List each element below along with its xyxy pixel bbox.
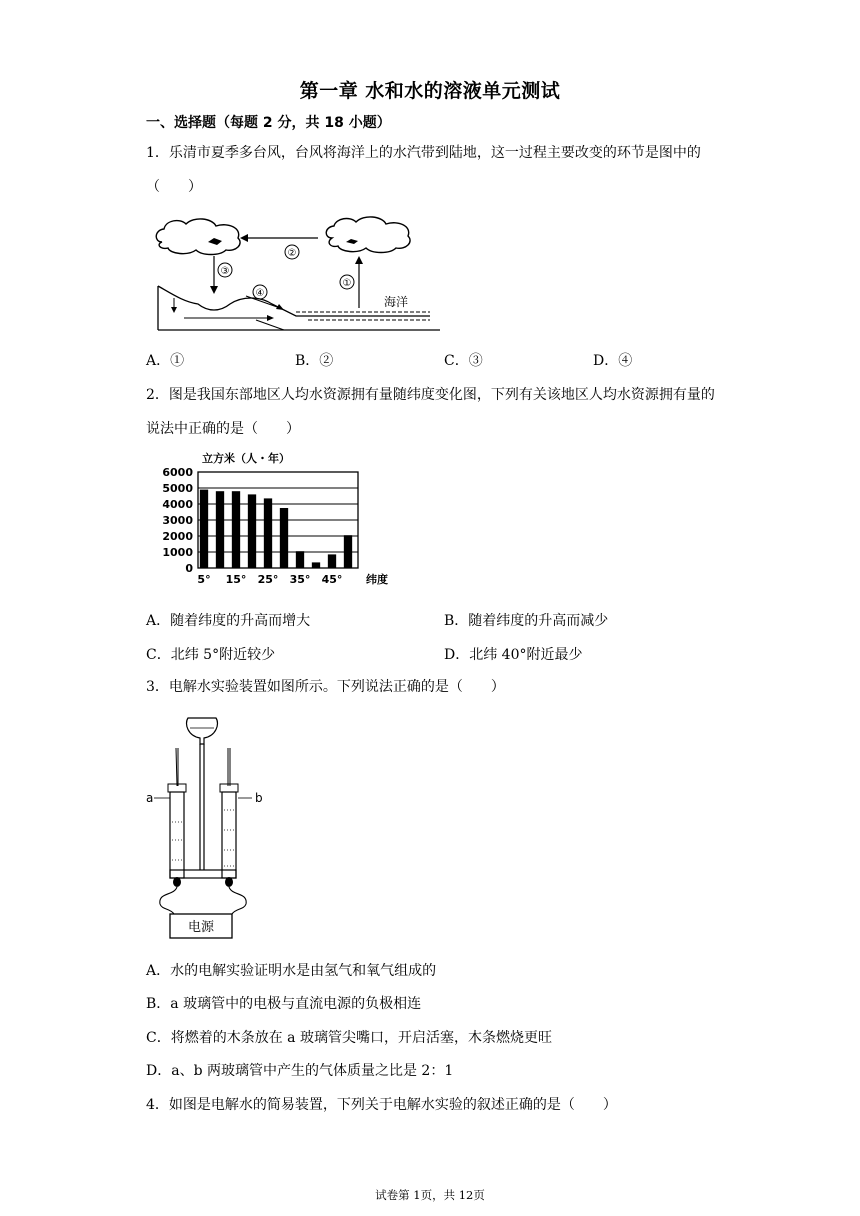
y-tick-label: 2000 [162, 530, 193, 543]
y-tick-label: 1000 [162, 546, 193, 559]
power-supply-label: 电源 [187, 920, 215, 935]
arrow-2-head [240, 234, 248, 242]
rain-mark-left [208, 238, 222, 245]
bar-5° [200, 490, 208, 568]
vapor-mark-right [346, 239, 358, 244]
q1-option-d[interactable]: D．④ [593, 353, 633, 369]
stopcock-b [220, 784, 238, 792]
electrolysis-apparatus-figure [144, 710, 274, 942]
x-axis-label: 纬度 [366, 573, 388, 586]
q2-option-b[interactable]: B．随着纬度的升高而减少 [444, 613, 609, 629]
arrow-4-head [276, 304, 284, 310]
q3-option-c[interactable]: C．将燃着的木条放在 a 玻璃管尖嘴口，开启活塞，木条燃烧更旺 [146, 1030, 552, 1046]
q3-option-a[interactable]: A．水的电解实验证明水是由氢气和氧气组成的 [146, 963, 437, 979]
question-1-stem: 1．乐清市夏季多台风，台风将海洋上的水汽带到陆地，这一过程主要改变的环节是图中的（ ） [146, 145, 701, 195]
x-tick-label: 25° [257, 573, 279, 586]
bar-30° [280, 508, 288, 568]
x-tick-label: 5° [197, 573, 211, 586]
x-tick-label: 45° [321, 573, 343, 586]
bar-50° [344, 535, 352, 568]
bar-25° [264, 498, 272, 568]
section-heading: 一、选择题（每题 2 分，共 18 小题） [146, 115, 391, 131]
label-1: ① [342, 278, 352, 289]
q2-option-d[interactable]: D．北纬 40°附近最少 [444, 647, 583, 663]
q2-option-c[interactable]: C．北纬 5°附近较少 [146, 647, 276, 663]
page-title: 第一章 水和水的溶液单元测试 [299, 80, 561, 102]
water-resource-bar-chart [150, 450, 400, 592]
tube-a [170, 792, 184, 878]
y-tick-label: 4000 [162, 498, 193, 511]
water-cycle-diagram [150, 212, 440, 336]
y-tick-label: 3000 [162, 514, 193, 527]
chart-title: 立方米（人・年） [202, 452, 290, 465]
q1-option-b[interactable]: B．② [295, 353, 334, 369]
y-tick-label: 5000 [162, 482, 193, 495]
bar-35° [296, 551, 304, 568]
tube-b [222, 792, 236, 878]
q1-option-a[interactable]: A．① [146, 353, 185, 369]
y-tick-label: 6000 [162, 466, 193, 479]
bar-45° [328, 554, 336, 568]
electrode-b [225, 877, 233, 887]
bar-40° [312, 562, 320, 568]
q1-option-c[interactable]: C．③ [444, 353, 483, 369]
ocean-label: 海洋 [384, 295, 409, 309]
right-cloud [326, 217, 410, 253]
q3-option-b[interactable]: B．a 玻璃管中的电极与直流电源的负极相连 [146, 996, 422, 1012]
label-4: ④ [255, 288, 265, 299]
y-tick-label: 0 [185, 562, 193, 575]
funnel-bulb [187, 718, 218, 744]
bar-20° [248, 494, 256, 568]
page-footer: 试卷第 1页，共 12页 [375, 1188, 485, 1202]
q2-option-a[interactable]: A．随着纬度的升高而增大 [146, 613, 311, 629]
label-2: ② [287, 248, 297, 259]
bar-15° [232, 491, 240, 568]
label-3: ③ [220, 266, 230, 277]
question-2-stem: 2．图是我国东部地区人均水资源拥有量随纬度变化图，下列有关该地区人均水资源拥有量的说法中正确的是（ ） [146, 387, 715, 437]
bar-10° [216, 491, 224, 568]
x-tick-label: 15° [225, 573, 247, 586]
x-tick-label: 35° [289, 573, 311, 586]
question-4-stem: 4．如图是电解水的简易装置，下列关于电解水实验的叙述正确的是（ ） [146, 1097, 617, 1113]
q3-option-d[interactable]: D．a、b 两玻璃管中产生的气体质量之比是 2：1 [146, 1063, 454, 1079]
electrode-a [173, 877, 181, 887]
left-cloud [156, 219, 240, 255]
question-3-stem: 3．电解水实验装置如图所示。下列说法正确的是（ ） [146, 679, 505, 695]
arrow-1-head [355, 256, 363, 264]
arrow-3-head [210, 286, 218, 294]
label-a: a [146, 791, 154, 805]
label-b: b [255, 791, 263, 805]
